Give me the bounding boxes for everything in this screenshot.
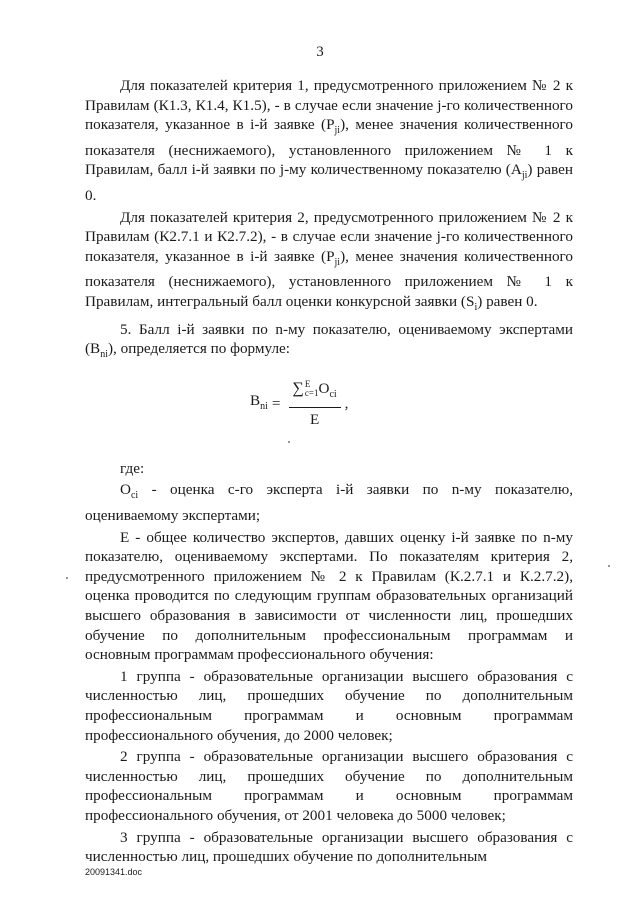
paragraph-criterion-1: Для показателей критерия 1, предусмотренного приложением № 2 к Правилам (К1.3, К1.4, К1.5), - в случае если значение j-го количественного показателя, указанное в i-й заявке $(P_{ji})$, менее значения количественного показателя (неснижаемого), установленного приложением № 1 к Правилам, балл i-й заявки по j-му количественному показателю $(A_{ji})$ равен 0. xyxy=(85,77,574,205)
formula-fraction xyxy=(289,379,341,429)
formula-lhs: $B_{ni}$ xyxy=(250,392,268,413)
paragraph-item-5: 5. Балл i-й заявки по n-му показателю, оцениваемому экспертами $(B_{ni})$, определяется по формуле: xyxy=(85,320,573,361)
group-3: 3 группа - образовательные организации высшего образования с численностью лиц, прошедших обучение по дополнительным xyxy=(85,828,573,866)
formula-numerator: ∑ E c=1 $O_{ci}$ xyxy=(289,379,341,408)
paragraph-where: где: xyxy=(120,459,145,477)
formula-equals: = xyxy=(271,395,281,413)
group-2: 2 группа - образовательные организации высшего образования с численностью лиц, прошедших обучение по дополнительным профессиональным программам и основным программам профессионального обучения, от 2001 человека до 5000 человек; xyxy=(85,748,573,824)
footer-filename: 20091341.doc xyxy=(85,867,143,877)
group-1: 1 группа - образовательные организации высшего образования с численностью лиц, прошедших обучение по дополнительным профессиональным программам и основным программам профессионального обучения, до 2000 человек; xyxy=(85,667,573,744)
definition-e: E - общее количество экспертов, давших оценку i-й заявке по n-му показателю, оцениваемому экспертами. По показателям критерия 2, предусмотренного приложением № 2 к Правилам (К.2.7.1 и К.2.7.2), оценка проводится по следующим группам образовательных организаций высшего образования в зависимости от численности лиц, прошедших обучение по дополнительным профессиональным программам и основным программам профессионального обучения: xyxy=(85,528,573,664)
speck xyxy=(66,577,68,579)
speck xyxy=(288,441,290,443)
formula-bni xyxy=(85,371,573,449)
speck xyxy=(608,565,610,567)
formula-denominator: E xyxy=(309,410,320,428)
definition-oci: $O_{ci}$ - оценка c-го эксперта i-й заявки по n-му показателю, оцениваемому экспертами; xyxy=(85,481,573,525)
page-number: 3 xyxy=(316,44,324,60)
formula-tail: , xyxy=(344,395,349,413)
paragraph-criterion-2: Для показателей критерия 2, предусмотренного приложением № 2 к Правилам (К2.7.1 и К2.7.2), - в случае если значение j-го количественного показателя, указанное в i-й заявке $(P_{ji})$, менее значения количественного показателя (неснижаемого), установленного приложением № 1 к Правилам, интегральный балл оценки конкурсной заявки $(S_i)$ равен 0. xyxy=(85,208,573,314)
document-body xyxy=(85,76,573,869)
